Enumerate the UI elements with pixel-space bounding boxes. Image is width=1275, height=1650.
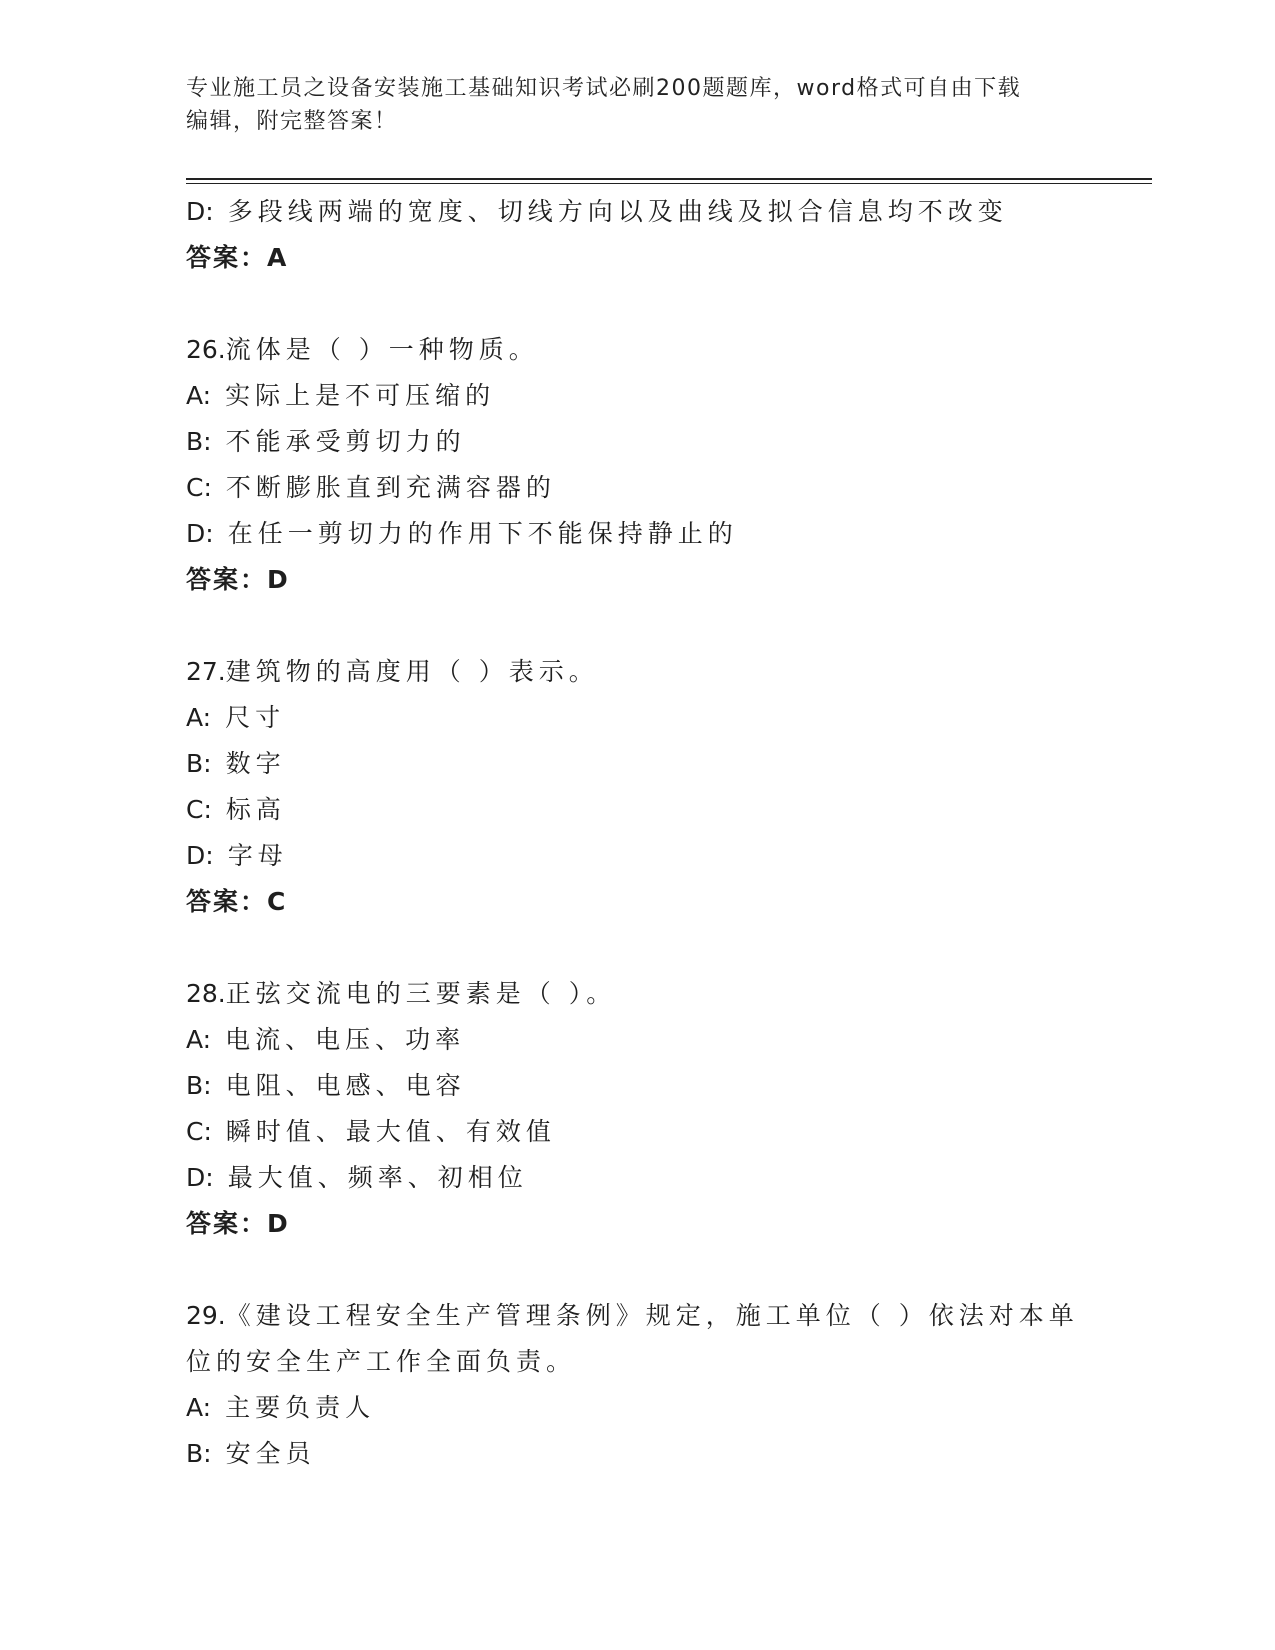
option-text: 标高: [225, 795, 286, 824]
option-text: 最大值、频率、初相位: [227, 1163, 528, 1192]
answer-line: 答案：D: [186, 1209, 290, 1238]
question-number: 26.: [186, 335, 226, 364]
option-b: B: 安全员: [186, 1439, 316, 1468]
spacer: [186, 1247, 1086, 1293]
option-a: A: 电流、电压、功率: [186, 1025, 466, 1054]
option-c: C: 标高: [186, 795, 286, 824]
header-rule-top: [186, 178, 1152, 180]
option-text: 不能承受剪切力的: [225, 427, 466, 456]
answer-line: 答案：D: [186, 565, 290, 594]
question-stem: [186, 327, 1086, 373]
option-d: D: 在任一剪切力的作用下不能保持静止的: [186, 519, 738, 548]
question-text: 《建设工程安全生产管理条例》规定，施工单位（ ）依法对本单: [225, 1301, 1079, 1330]
option-a: A: 实际上是不可压缩的: [186, 381, 496, 410]
question-list: [186, 189, 1086, 1477]
answer-line: 答案：C: [186, 887, 288, 916]
question-stem: [186, 649, 1086, 695]
option-text: 在任一剪切力的作用下不能保持静止的: [227, 519, 738, 548]
spacer: [186, 281, 1086, 327]
option-d: D: 多段线两端的宽度、切线方向以及曲线及拟合信息均不改变: [186, 197, 1008, 226]
option-c: C: 瞬时值、最大值、有效值: [186, 1117, 556, 1146]
document-header: [186, 72, 1086, 138]
option-d: D: 最大值、频率、初相位: [186, 1163, 528, 1192]
question-number: 27.: [186, 657, 226, 686]
option-text: 数字: [225, 749, 286, 778]
option-text: 电流、电压、功率: [225, 1025, 466, 1054]
question-stem-continued: 位的安全生产工作全面负责。: [186, 1347, 577, 1376]
option-a: A: 尺寸: [186, 703, 286, 732]
question-text: 建筑物的高度用（ ）表示。: [225, 657, 599, 686]
option-b: B: 数字: [186, 749, 286, 778]
option-b: B: 电阻、电感、电容: [186, 1071, 466, 1100]
question-text: 正弦交流电的三要素是（ ）。: [225, 979, 617, 1008]
option-b: B: 不能承受剪切力的: [186, 427, 466, 456]
header-title-line-1: 专业施工员之设备安装施工基础知识考试必刷200题题库，word格式可自由下载: [186, 76, 1022, 101]
question-text: 流体是（ ）一种物质。: [225, 335, 539, 364]
option-text: 安全员: [225, 1439, 316, 1468]
option-text: 尺寸: [225, 703, 286, 732]
option-text: 瞬时值、最大值、有效值: [225, 1117, 556, 1146]
option-text: 不断膨胀直到充满容器的: [225, 473, 556, 502]
spacer: [186, 603, 1086, 649]
option-text: 多段线两端的宽度、切线方向以及曲线及拟合信息均不改变: [227, 197, 1008, 226]
question-stem: [186, 971, 1086, 1017]
header-title-line-2: 编辑，附完整答案！: [186, 109, 398, 134]
spacer: [186, 925, 1086, 971]
question-stem: [186, 1293, 1086, 1339]
header-rule-bottom: [186, 183, 1152, 184]
option-text: 主要负责人: [225, 1393, 376, 1422]
option-c: C: 不断膨胀直到充满容器的: [186, 473, 556, 502]
option-d: D: 字母: [186, 841, 288, 870]
question-number: 28.: [186, 979, 226, 1008]
answer-line: 答案：A: [186, 243, 289, 272]
option-text: 实际上是不可压缩的: [225, 381, 496, 410]
option-a: A: 主要负责人: [186, 1393, 376, 1422]
option-text: 电阻、电感、电容: [225, 1071, 466, 1100]
option-text: 字母: [227, 841, 288, 870]
question-number: 29.: [186, 1301, 226, 1330]
